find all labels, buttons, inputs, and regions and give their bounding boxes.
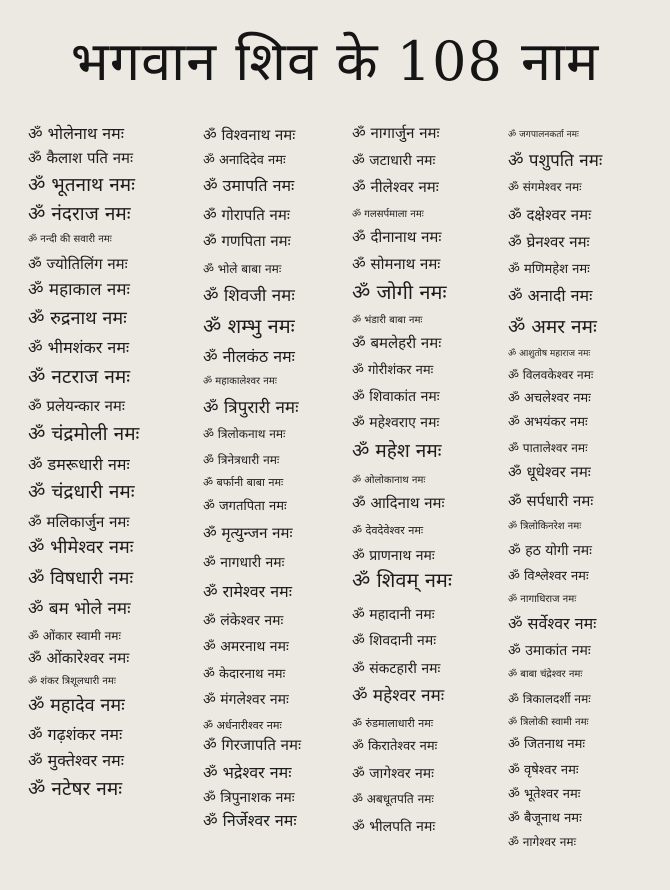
name-item: ॐ बैजूनाथ नमः bbox=[508, 811, 582, 826]
name-item: ॐ त्रिलोकनाथ नमः bbox=[203, 427, 286, 441]
name-item: ॐ नागेश्वर नमः bbox=[508, 835, 577, 849]
name-item: ॐ पशुपति नमः bbox=[508, 151, 603, 171]
name-item: ॐ महेश्वर नमः bbox=[352, 686, 445, 706]
name-item: ॐ अबधूतपति नमः bbox=[352, 792, 434, 806]
name-item: ॐ नीलकंठ नमः bbox=[203, 347, 295, 366]
name-item: ॐ शिवदानी नमः bbox=[352, 633, 437, 649]
name-item: ॐ भूतनाथ नमः bbox=[28, 174, 135, 196]
name-item: ॐ जोगी नमः bbox=[352, 280, 447, 304]
name-item: ॐ ज्योतिलिंग नमः bbox=[28, 255, 128, 273]
name-item: ॐ बाबा चंद्रेश्वर नमः bbox=[508, 669, 583, 680]
name-item: ॐ भीलपति नमः bbox=[352, 819, 436, 835]
name-item: ॐ महाकाल नमः bbox=[28, 280, 130, 300]
name-item: ॐ मलिकार्जुन नमः bbox=[28, 513, 130, 531]
name-item: ॐ गिरजापति नमः bbox=[203, 736, 301, 754]
name-item: ॐ गोरापति नमः bbox=[203, 206, 290, 224]
name-item: ॐ त्रिकालदर्शी नमः bbox=[508, 692, 591, 706]
name-item: ॐ ओलोकानाथ नमः bbox=[352, 475, 426, 486]
name-item: ॐ सर्वेश्वर नमः bbox=[508, 614, 597, 633]
name-item: ॐ प्राणनाथ नमः bbox=[352, 548, 435, 564]
name-item: ॐ जगतपिता नमः bbox=[203, 499, 287, 514]
name-item: ॐ भूतेश्वर नमः bbox=[508, 787, 581, 802]
name-item: ॐ प्रलेयन्कार नमः bbox=[28, 397, 125, 415]
name-item: ॐ अभयंकर नमः bbox=[508, 415, 588, 430]
name-item: ॐ अनादिदेव नमः bbox=[203, 153, 286, 168]
name-item: ॐ भीमशंकर नमः bbox=[28, 338, 130, 357]
name-item: ॐ संकटहारी नमः bbox=[352, 661, 441, 677]
name-item: ॐ शंकर त्रिशूलधारी नमः bbox=[28, 676, 116, 687]
name-item: ॐ सोमनाथ नमः bbox=[352, 255, 441, 273]
name-item: ॐ विश्वनाथ नमः bbox=[203, 126, 296, 144]
name-item: ॐ नीलेश्वर नमः bbox=[352, 178, 439, 196]
name-item: ॐ ओंकार स्वामी नमः bbox=[28, 629, 121, 643]
name-item: ॐ महादानी नमः bbox=[352, 607, 435, 623]
name-item: ॐ धूधेश्वर नमः bbox=[508, 463, 591, 481]
name-item: ॐ पातालेश्वर नमः bbox=[508, 441, 588, 455]
name-item: ॐ नटेषर नमः bbox=[28, 778, 123, 800]
name-item: ॐ त्रिलोकी स्वामी नमः bbox=[508, 717, 589, 728]
name-item: ॐ त्रिपुनाशक नमः bbox=[203, 790, 295, 806]
name-item: ॐ जटाधारी नमः bbox=[352, 153, 436, 169]
name-item: ॐ महाकालेश्वर नमः bbox=[203, 376, 277, 387]
name-item: ॐ अमरनाथ नमः bbox=[203, 639, 289, 655]
name-item: ॐ देवदेवेश्वर नमः bbox=[352, 524, 424, 537]
name-item: ॐ डमरूधारी नमः bbox=[28, 455, 130, 474]
name-item: ॐ उमापति नमः bbox=[203, 176, 295, 195]
name-item: ॐ दक्षेश्वर नमः bbox=[508, 206, 592, 224]
name-item: ॐ त्रिनेत्रधारी नमः bbox=[203, 453, 280, 467]
name-item: ॐ रामेश्वर नमः bbox=[203, 582, 292, 601]
name-item: ॐ रुंडमालाधारी नमः bbox=[352, 717, 434, 730]
name-item: ॐ जगपालनकर्ता नमः bbox=[508, 130, 579, 140]
name-item: ॐ बमलेहरी नमः bbox=[352, 334, 442, 352]
name-item: ॐ अचलेश्वर नमः bbox=[508, 391, 591, 406]
name-item: ॐ दीनानाथ नमः bbox=[352, 228, 442, 246]
name-item: ॐ मंगलेश्वर नमः bbox=[203, 692, 289, 708]
name-item: ॐ अनादी नमः bbox=[508, 286, 593, 305]
name-item: ॐ आशुतोष महाराज नमः bbox=[508, 349, 591, 359]
name-item: ॐ मणिमहेश नमः bbox=[508, 262, 590, 277]
name-item: ॐ शिवम् नमः bbox=[352, 568, 452, 592]
name-item: ॐ मुक्तेश्वर नमः bbox=[28, 751, 124, 770]
name-item: ॐ नटराज नमः bbox=[28, 366, 131, 388]
name-item: ॐ नन्दी की सवारी नमः bbox=[28, 234, 112, 245]
name-item: ॐ कैलाश पति नमः bbox=[28, 149, 134, 167]
name-item: ॐ महेश नमः bbox=[352, 440, 442, 462]
name-item: ॐ जितनाथ नमः bbox=[508, 737, 586, 752]
name-item: ॐ भोले बाबा नमः bbox=[203, 262, 282, 276]
name-item: ॐ गोरीशंकर नमः bbox=[352, 363, 434, 378]
name-item: ॐ नंदराज नमः bbox=[28, 203, 131, 225]
name-item: ॐ शिवाकांत नमः bbox=[352, 389, 440, 405]
name-item: ॐ सर्पधारी नमः bbox=[508, 492, 594, 510]
name-item: ॐ रुद्रनाथ नमः bbox=[28, 308, 127, 329]
name-item: ॐ अमर नमः bbox=[508, 316, 597, 338]
name-item: ॐ जागेश्वर नमः bbox=[352, 766, 434, 782]
name-item: ॐ केदारनाथ नमः bbox=[203, 667, 286, 682]
name-item: ॐ आदिनाथ नमः bbox=[352, 494, 445, 512]
name-item: ॐ भोलेनाथ नमः bbox=[28, 124, 124, 143]
page-title: भगवान शिव के 108 नाम bbox=[70, 30, 600, 93]
name-item: ॐ शिवजी नमः bbox=[203, 286, 295, 306]
name-item: ॐ नागाधिराज नमः bbox=[508, 594, 577, 605]
name-item: ॐ अर्धनारीश्वर नमः bbox=[203, 719, 282, 732]
name-item: ॐ मृत्युन्जन नमः bbox=[203, 524, 293, 542]
name-item: ॐ लंकेश्वर नमः bbox=[203, 613, 284, 629]
name-item: ॐ घ्रेनश्वर नमः bbox=[508, 233, 590, 251]
name-item: ॐ नागार्जुन नमः bbox=[352, 124, 440, 142]
name-item: ॐ वृषेश्वर नमः bbox=[508, 763, 579, 778]
name-item: ॐ गढ़शंकर नमः bbox=[28, 725, 123, 744]
name-item: ॐ नागधारी नमः bbox=[203, 555, 285, 571]
name-item: ॐ गणपिता नमः bbox=[203, 232, 291, 250]
name-item: ॐ विषधारी नमः bbox=[28, 568, 134, 589]
name-item: ॐ भीमेश्वर नमः bbox=[28, 537, 134, 558]
name-item: ॐ किरातेश्वर नमः bbox=[352, 739, 438, 754]
name-item: ॐ निर्जेश्वर नमः bbox=[203, 811, 297, 830]
name-item: ॐ संगमेश्वर नमः bbox=[508, 180, 582, 194]
name-item: ॐ बम भोले नमः bbox=[28, 599, 131, 619]
name-item: ॐ महादेव नमः bbox=[28, 695, 125, 716]
name-item: ॐ शम्भु नमः bbox=[203, 314, 295, 338]
name-item: ॐ त्रिपुरारी नमः bbox=[203, 398, 299, 418]
name-item: ॐ त्रिलोकिनरेश नमः bbox=[508, 521, 582, 532]
name-item: ॐ गलसर्पमाला नमः bbox=[352, 209, 424, 220]
name-item: ॐ हठ योगी नमः bbox=[508, 543, 592, 559]
name-item: ॐ भद्रेश्वर नमः bbox=[203, 763, 292, 782]
name-item: ॐ भंडारी बाबा नमः bbox=[352, 315, 423, 326]
name-item: ॐ चंद्रधारी नमः bbox=[28, 481, 135, 503]
name-item: ॐ विलवकेश्वर नमः bbox=[508, 368, 594, 382]
name-item: ॐ चंद्रमोली नमः bbox=[28, 423, 140, 445]
name-item: ॐ ओंकारेश्वर नमः bbox=[28, 649, 130, 667]
name-item: ॐ उमाकांत नमः bbox=[508, 643, 591, 659]
name-item: ॐ विश्लेश्वर नमः bbox=[508, 569, 589, 584]
name-item: ॐ महेश्वराए नमः bbox=[352, 415, 440, 431]
name-item: ॐ बर्फानी बाबा नमः bbox=[203, 476, 284, 489]
